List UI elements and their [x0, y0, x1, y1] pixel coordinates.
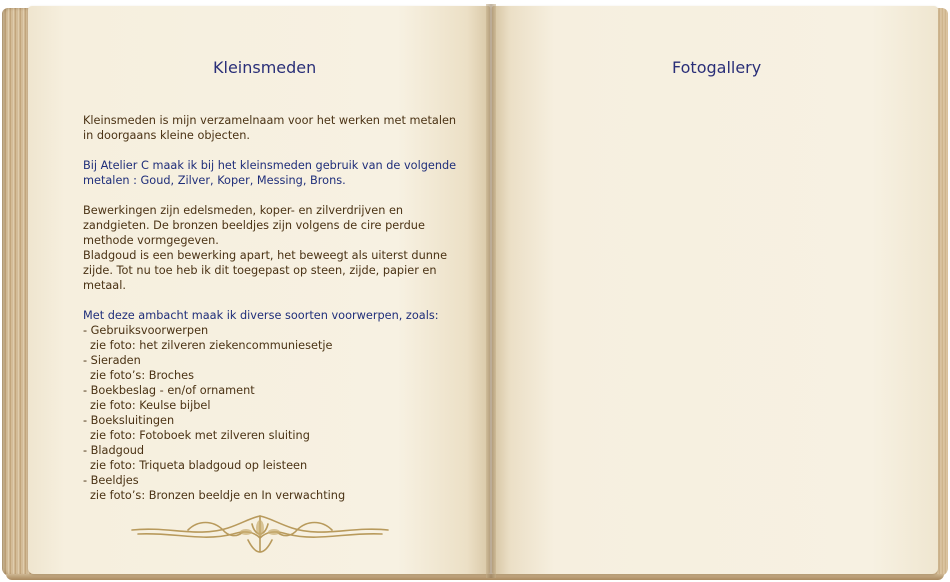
intro-paragraph: Kleinsmeden is mijn verzamelnaam voor het werken met metalen in doorgaans kleine objecten. — [83, 114, 457, 142]
item-name: - Boeksluitingen — [83, 414, 175, 427]
item-name: - Bladgoud — [83, 444, 145, 457]
item-name: - Sieraden — [83, 354, 141, 367]
list-item — [83, 443, 463, 473]
item-photo-link[interactable]: zie foto’s: Bronzen beeldje en In verwachting — [90, 489, 346, 502]
list-item — [83, 353, 463, 383]
item-photo-link[interactable]: zie foto: Fotoboek met zilveren sluiting — [90, 429, 310, 442]
left-page-content — [83, 113, 463, 503]
item-name: - Beeldjes — [83, 474, 139, 487]
gold-leaf-paragraph: Bladgoud is een bewerking apart, het beweegt als uiterst dunne zijde. Tot nu toe heb ik dit toegepast op steen, zijde, papier en metaal. — [83, 249, 448, 292]
item-photo-link[interactable]: zie foto: Triqueta bladgoud op leisteen — [90, 459, 308, 472]
item-name: - Gebruiksvoorwerpen — [83, 324, 209, 337]
right-page — [492, 6, 938, 574]
right-page-title[interactable]: Fotogallery — [672, 58, 762, 77]
item-photo-link[interactable]: zie foto’s: Broches — [90, 369, 194, 382]
processing-paragraph: Bewerkingen zijn edelsmeden, koper- en zilverdrijven en zandgieten. De bronzen beeldjes zijn volgens de cire perdue methode vormgegeven. — [83, 204, 425, 247]
item-name: - Boekbeslag - en/of ornament — [83, 384, 255, 397]
metals-paragraph: Bij Atelier C maak ik bij het kleinsmeden gebruik van de volgende metalen : Goud, Zilver, Koper, Messing, Brons. — [83, 159, 457, 187]
book-bottom-edge — [6, 574, 944, 580]
list-item — [83, 473, 463, 503]
list-item — [83, 413, 463, 443]
list-item — [83, 383, 463, 413]
book-spine — [486, 4, 496, 578]
left-page-title: Kleinsmeden — [213, 58, 317, 77]
list-intro: Met deze ambacht maak ik diverse soorten voorwerpen, zoals: — [83, 309, 439, 322]
ornament-flourish-icon — [128, 508, 392, 558]
item-photo-link[interactable]: zie foto: het zilveren ziekencommuniesetje — [90, 339, 333, 352]
item-list — [83, 323, 463, 503]
item-photo-link[interactable]: zie foto: Keulse bijbel — [90, 399, 211, 412]
list-item — [83, 323, 463, 353]
